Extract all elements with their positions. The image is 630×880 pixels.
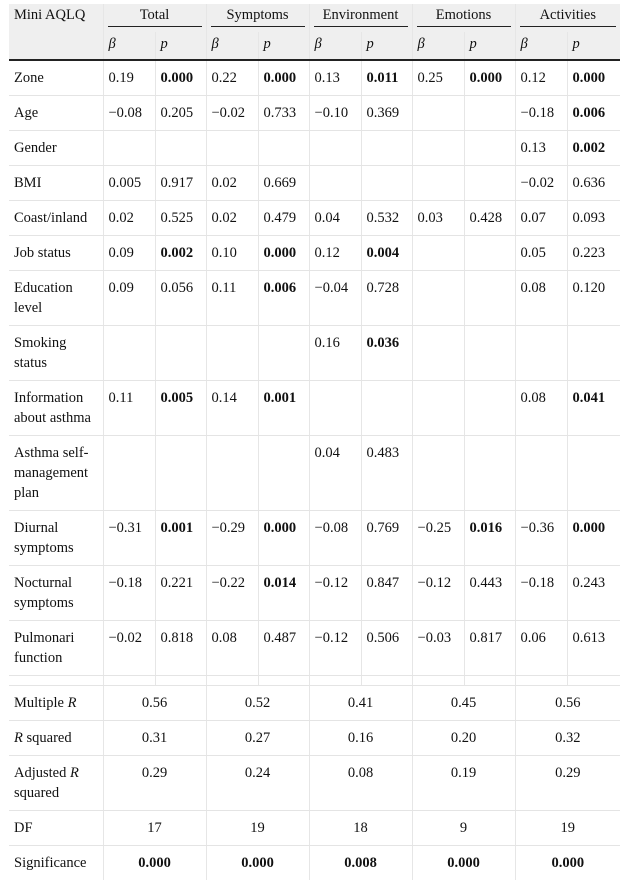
beta-cell: −0.12 [412, 566, 464, 621]
p-value-cell: 0.728 [361, 271, 412, 326]
table-row [9, 131, 620, 166]
stats-value: 0.41 [309, 686, 412, 721]
beta-cell: −0.02 [206, 96, 258, 131]
stats-label: Adjusted R squared [9, 756, 103, 811]
stats-label: Significance [9, 846, 103, 880]
beta-cell [515, 436, 567, 511]
stats-value: 19 [515, 811, 620, 846]
p-value-cell: 0.205 [155, 96, 206, 131]
beta-cell [412, 436, 464, 511]
beta-cell: 0.005 [103, 166, 155, 201]
p-value-cell [258, 436, 309, 511]
stats-value: 0.000 [412, 846, 515, 880]
stats-value: 19 [206, 811, 309, 846]
stats-value: 0.56 [103, 686, 206, 721]
group-header-activities: Activities [515, 4, 620, 32]
p-value-cell: 0.487 [258, 621, 309, 676]
group-header-emotions: Emotions [412, 4, 515, 32]
beta-cell: −0.08 [103, 96, 155, 131]
beta-header: β [412, 32, 464, 60]
p-value-cell: 0.769 [361, 511, 412, 566]
beta-cell: 0.05 [515, 236, 567, 271]
beta-cell: −0.25 [412, 511, 464, 566]
row-label: BMI [9, 166, 103, 201]
p-value-cell: 0.006 [258, 271, 309, 326]
p-value-cell: 0.669 [258, 166, 309, 201]
table-row [9, 166, 620, 201]
beta-cell: 0.16 [309, 326, 361, 381]
beta-cell: 0.03 [412, 201, 464, 236]
beta-header: β [206, 32, 258, 60]
beta-cell [103, 131, 155, 166]
p-header: p [464, 32, 515, 60]
table-row [9, 436, 620, 511]
stats-value: 0.000 [515, 846, 620, 880]
p-value-cell [361, 166, 412, 201]
p-header: p [567, 32, 620, 60]
p-value-cell [464, 96, 515, 131]
beta-header: β [103, 32, 155, 60]
beta-cell: −0.10 [309, 96, 361, 131]
beta-cell: 0.09 [103, 271, 155, 326]
stats-value: 0.08 [309, 756, 412, 811]
p-value-cell: 0.369 [361, 96, 412, 131]
beta-cell: −0.03 [412, 621, 464, 676]
p-value-cell: 0.847 [361, 566, 412, 621]
beta-cell [515, 326, 567, 381]
table-row [9, 201, 620, 236]
row-label: Pulmonari function [9, 621, 103, 676]
p-value-cell: 0.093 [567, 201, 620, 236]
p-value-cell [155, 326, 206, 381]
table-row [9, 60, 620, 96]
p-value-cell [258, 326, 309, 381]
p-value-cell: 0.525 [155, 201, 206, 236]
beta-cell: 0.11 [103, 381, 155, 436]
p-value-cell: 0.483 [361, 436, 412, 511]
group-header-total: Total [103, 4, 206, 32]
p-value-cell: 0.016 [464, 511, 515, 566]
stats-value: 9 [412, 811, 515, 846]
p-value-cell [464, 271, 515, 326]
beta-cell: 0.06 [515, 621, 567, 676]
beta-cell [206, 436, 258, 511]
beta-cell [206, 131, 258, 166]
p-value-cell: 0.001 [155, 511, 206, 566]
p-value-cell: 0.006 [567, 96, 620, 131]
beta-cell [103, 436, 155, 511]
beta-cell [412, 271, 464, 326]
beta-cell: 0.25 [412, 60, 464, 96]
p-value-cell: 0.000 [567, 60, 620, 96]
p-value-cell: 0.506 [361, 621, 412, 676]
table-row [9, 96, 620, 131]
stats-value: 0.27 [206, 721, 309, 756]
p-value-cell: 0.004 [361, 236, 412, 271]
stats-value: 0.24 [206, 756, 309, 811]
p-value-cell [567, 326, 620, 381]
beta-cell: −0.22 [206, 566, 258, 621]
p-value-cell: 0.036 [361, 326, 412, 381]
stats-value: 0.32 [515, 721, 620, 756]
p-value-cell: 0.733 [258, 96, 309, 131]
stats-row [9, 721, 620, 756]
beta-cell [412, 326, 464, 381]
stats-value: 0.19 [412, 756, 515, 811]
p-value-cell: 0.002 [567, 131, 620, 166]
section-spacer [9, 676, 620, 686]
beta-cell: −0.12 [309, 566, 361, 621]
beta-cell [206, 326, 258, 381]
beta-cell: −0.18 [515, 96, 567, 131]
p-value-cell [464, 166, 515, 201]
beta-cell: 0.19 [103, 60, 155, 96]
group-header-environment: Environment [309, 4, 412, 32]
beta-cell: 0.02 [206, 201, 258, 236]
p-value-cell: 0.000 [258, 511, 309, 566]
beta-cell: 0.11 [206, 271, 258, 326]
beta-cell [103, 326, 155, 381]
header-row-subcolumns [9, 32, 620, 60]
row-label: Information about asthma [9, 381, 103, 436]
beta-header: β [515, 32, 567, 60]
stats-value: 0.31 [103, 721, 206, 756]
p-value-cell: 0.479 [258, 201, 309, 236]
beta-cell: 0.13 [515, 131, 567, 166]
p-value-cell [464, 381, 515, 436]
stats-value: 0.56 [515, 686, 620, 721]
table-row [9, 566, 620, 621]
beta-cell: 0.10 [206, 236, 258, 271]
p-value-cell: 0.917 [155, 166, 206, 201]
p-value-cell [155, 436, 206, 511]
stats-value: 0.20 [412, 721, 515, 756]
beta-cell: 0.14 [206, 381, 258, 436]
table-row [9, 236, 620, 271]
p-value-cell [258, 131, 309, 166]
p-value-cell: 0.243 [567, 566, 620, 621]
p-value-cell: 0.443 [464, 566, 515, 621]
beta-cell: −0.12 [309, 621, 361, 676]
beta-cell: −0.04 [309, 271, 361, 326]
beta-cell: 0.13 [309, 60, 361, 96]
beta-cell: 0.22 [206, 60, 258, 96]
p-value-cell: 0.000 [155, 60, 206, 96]
stats-value: 0.008 [309, 846, 412, 880]
row-label: Job status [9, 236, 103, 271]
beta-cell: −0.18 [515, 566, 567, 621]
p-value-cell: 0.056 [155, 271, 206, 326]
row-label: Education level [9, 271, 103, 326]
row-label: Nocturnal symptoms [9, 566, 103, 621]
beta-cell [309, 131, 361, 166]
beta-cell [309, 166, 361, 201]
table-row [9, 381, 620, 436]
beta-cell: 0.09 [103, 236, 155, 271]
beta-cell: −0.08 [309, 511, 361, 566]
group-header-symptoms: Symptoms [206, 4, 309, 32]
p-value-cell: 0.041 [567, 381, 620, 436]
p-value-cell: 0.005 [155, 381, 206, 436]
beta-cell: −0.31 [103, 511, 155, 566]
p-value-cell [361, 131, 412, 166]
p-value-cell: 0.817 [464, 621, 515, 676]
stats-value: 0.29 [103, 756, 206, 811]
stats-label: R squared [9, 721, 103, 756]
stats-value: 0.000 [103, 846, 206, 880]
p-header: p [258, 32, 309, 60]
p-value-cell [464, 326, 515, 381]
p-value-cell: 0.011 [361, 60, 412, 96]
table-row [9, 621, 620, 676]
p-value-cell: 0.000 [567, 511, 620, 566]
stats-label: Multiple R [9, 686, 103, 721]
stats-value: 0.16 [309, 721, 412, 756]
p-value-cell: 0.818 [155, 621, 206, 676]
row-label: Age [9, 96, 103, 131]
beta-cell: 0.07 [515, 201, 567, 236]
beta-cell [412, 131, 464, 166]
beta-cell: −0.02 [515, 166, 567, 201]
beta-cell [412, 96, 464, 131]
row-label: Coast/inland [9, 201, 103, 236]
p-value-cell: 0.002 [155, 236, 206, 271]
stats-row [9, 756, 620, 811]
stats-value: 0.45 [412, 686, 515, 721]
regression-table [9, 4, 620, 880]
stats-value: 0.29 [515, 756, 620, 811]
beta-cell: −0.02 [103, 621, 155, 676]
p-value-cell: 0.014 [258, 566, 309, 621]
p-value-cell: 0.001 [258, 381, 309, 436]
beta-cell: 0.08 [515, 271, 567, 326]
p-value-cell: 0.613 [567, 621, 620, 676]
p-value-cell: 0.223 [567, 236, 620, 271]
beta-cell [412, 236, 464, 271]
p-header: p [361, 32, 412, 60]
p-value-cell: 0.532 [361, 201, 412, 236]
p-value-cell: 0.000 [258, 60, 309, 96]
p-value-cell [567, 436, 620, 511]
stats-row [9, 846, 620, 880]
table-row [9, 326, 620, 381]
beta-cell: 0.12 [309, 236, 361, 271]
beta-header: β [309, 32, 361, 60]
beta-cell: 0.08 [206, 621, 258, 676]
header-row-groups [9, 4, 620, 32]
p-value-cell [464, 436, 515, 511]
p-value-cell: 0.000 [464, 60, 515, 96]
p-header: p [155, 32, 206, 60]
p-value-cell: 0.428 [464, 201, 515, 236]
p-value-cell: 0.636 [567, 166, 620, 201]
stats-value: 17 [103, 811, 206, 846]
beta-cell: −0.36 [515, 511, 567, 566]
beta-cell: 0.04 [309, 436, 361, 511]
beta-cell: 0.04 [309, 201, 361, 236]
table-row [9, 271, 620, 326]
beta-cell [309, 381, 361, 436]
stats-value: 0.52 [206, 686, 309, 721]
p-value-cell [361, 381, 412, 436]
beta-cell: 0.02 [206, 166, 258, 201]
table-row [9, 511, 620, 566]
p-value-cell [464, 131, 515, 166]
p-value-cell: 0.221 [155, 566, 206, 621]
row-label: Gender [9, 131, 103, 166]
beta-cell: −0.18 [103, 566, 155, 621]
beta-cell [412, 166, 464, 201]
beta-cell: −0.29 [206, 511, 258, 566]
stats-value: 0.000 [206, 846, 309, 880]
stats-label: DF [9, 811, 103, 846]
row-label: Asthma self-management plan [9, 436, 103, 511]
row-label: Zone [9, 60, 103, 96]
stats-row [9, 686, 620, 721]
stats-row [9, 811, 620, 846]
beta-cell [412, 381, 464, 436]
p-value-cell: 0.000 [258, 236, 309, 271]
row-label: Diurnal symptoms [9, 511, 103, 566]
beta-cell: 0.08 [515, 381, 567, 436]
row-label: Smoking status [9, 326, 103, 381]
stats-value: 18 [309, 811, 412, 846]
beta-cell: 0.12 [515, 60, 567, 96]
p-value-cell [155, 131, 206, 166]
p-value-cell: 0.120 [567, 271, 620, 326]
table-body [9, 60, 620, 880]
beta-cell: 0.02 [103, 201, 155, 236]
p-value-cell [464, 236, 515, 271]
corner-blank [9, 32, 103, 60]
corner-label: Mini AQLQ [9, 4, 103, 32]
